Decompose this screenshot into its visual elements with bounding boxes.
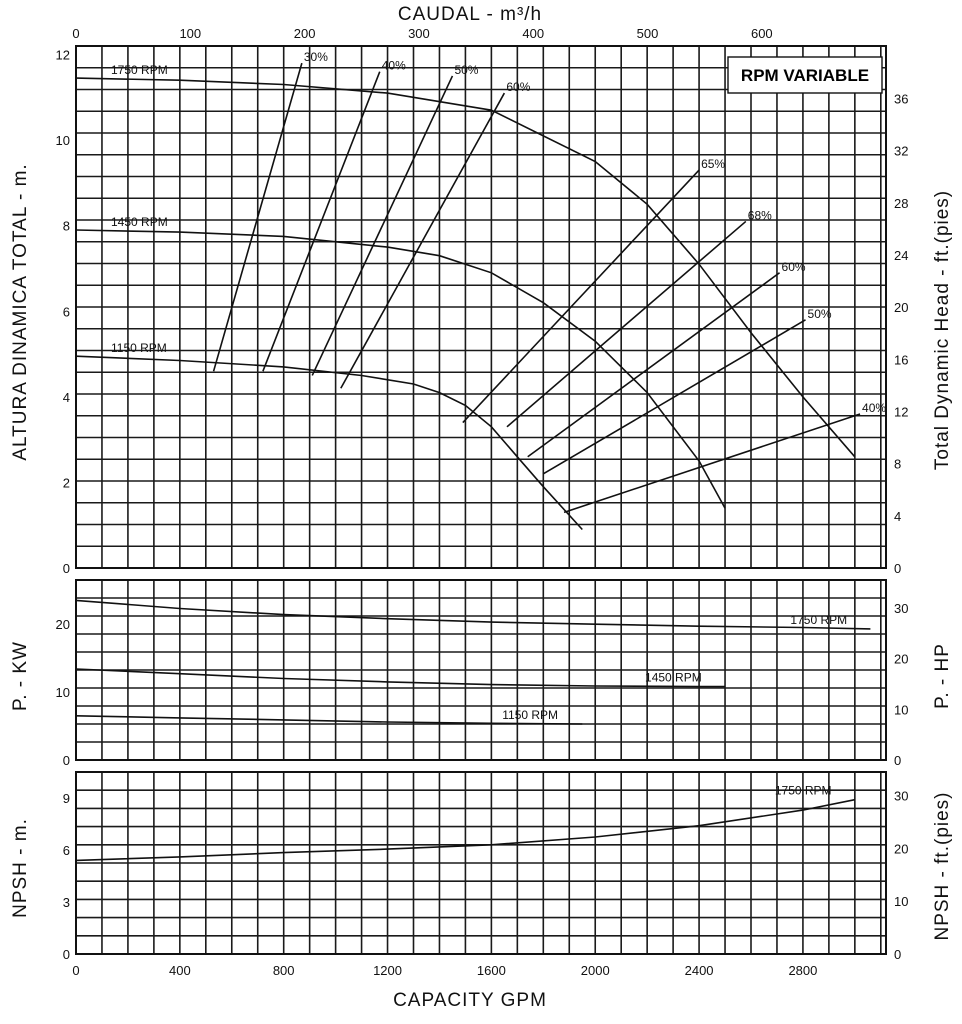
efficiency-label: 60% <box>781 259 806 274</box>
left-tick-label: 6 <box>62 843 70 858</box>
left-tick-label: 0 <box>62 753 70 768</box>
power-right-axis-title: P. - HP <box>932 643 953 709</box>
left-tick-label: 0 <box>62 947 70 962</box>
right-tick-label: 16 <box>894 352 909 368</box>
top-tick-label: 200 <box>293 26 316 41</box>
right-tick-label: 28 <box>894 195 909 211</box>
right-tick-label: 32 <box>894 143 909 159</box>
efficiency-label: 50% <box>454 62 479 77</box>
efficiency-label: 68% <box>747 208 772 223</box>
right-tick-label: 30 <box>894 601 909 617</box>
efficiency-label: 30% <box>303 50 328 65</box>
series-label: 1750 RPM <box>790 612 848 627</box>
left-tick-label: 8 <box>62 218 70 234</box>
left-tick-label: 0 <box>62 561 70 576</box>
curve-head-1450-rpm <box>76 230 725 508</box>
bottom-tick-label: 2000 <box>580 963 610 978</box>
bottom-axis-title: CAPACITY GPM <box>393 990 547 1011</box>
bottom-tick-label: 2800 <box>788 963 818 978</box>
series-label: 1450 RPM <box>111 214 168 229</box>
right-tick-label: 10 <box>894 894 909 910</box>
right-tick-label: 10 <box>894 702 909 718</box>
efficiency-line-60pct <box>341 93 505 388</box>
efficiency-label: 50% <box>807 306 832 321</box>
series-label: 1150 RPM <box>502 708 559 722</box>
rpm-variable-label: RPM VARIABLE <box>740 66 870 85</box>
left-tick-label: 10 <box>55 133 70 149</box>
right-tick-label: 36 <box>894 91 909 107</box>
right-tick-label: 24 <box>894 248 909 264</box>
right-tick-label: 0 <box>894 561 902 576</box>
series-label: 1150 RPM <box>111 341 167 356</box>
left-tick-label: 2 <box>62 475 70 491</box>
curve-power-1450-rpm <box>76 669 725 687</box>
right-tick-label: 4 <box>894 508 902 524</box>
left-tick-label: 6 <box>62 304 70 320</box>
top-tick-label: 300 <box>408 26 430 41</box>
left-tick-label: 10 <box>55 685 70 701</box>
series-label: 1750 RPM <box>111 63 168 78</box>
efficiency-line-65pct <box>463 170 699 422</box>
bottom-tick-label: 0 <box>72 963 80 978</box>
top-tick-label: 600 <box>750 26 773 41</box>
efficiency-label: 40% <box>862 400 887 415</box>
left-tick-label: 3 <box>62 895 70 910</box>
top-tick-label: 0 <box>72 26 80 41</box>
npsh-left-axis-title: NPSH - m. <box>10 818 31 918</box>
series-label: 1450 RPM <box>645 670 702 685</box>
top-tick-label: 500 <box>636 26 659 41</box>
efficiency-line-40pct <box>564 414 860 512</box>
efficiency-label: 65% <box>701 157 726 172</box>
right-tick-label: 0 <box>894 947 902 962</box>
right-tick-label: 20 <box>894 651 909 667</box>
left-tick-label: 4 <box>62 389 70 405</box>
efficiency-line-50pct <box>543 320 805 474</box>
left-tick-label: 12 <box>55 47 70 63</box>
right-tick-label: 8 <box>894 456 902 472</box>
series-label: 1750 RPM <box>774 783 832 798</box>
efficiency-label: 40% <box>381 58 406 73</box>
bottom-tick-label: 800 <box>272 963 295 978</box>
bottom-tick-label: 2400 <box>684 963 714 978</box>
bottom-tick-label: 400 <box>168 963 191 978</box>
left-tick-label: 20 <box>55 617 70 633</box>
right-tick-label: 0 <box>894 753 902 768</box>
head-left-axis-title: ALTURA DINAMICA TOTAL - m. <box>10 163 31 461</box>
grid-layer <box>76 46 886 954</box>
power-left-axis-title: P. - KW <box>10 641 31 711</box>
left-tick-label: 9 <box>62 791 70 806</box>
right-tick-label: 12 <box>894 404 909 420</box>
top-tick-label: 100 <box>179 26 202 41</box>
right-tick-label: 20 <box>894 300 909 316</box>
npsh-right-axis-title: NPSH - ft.(pies) <box>932 791 953 941</box>
top-tick-label: 400 <box>522 26 545 41</box>
top-axis-title: CAUDAL - m³/h <box>397 4 543 25</box>
head-right-axis-title: Total Dynamic Head - ft.(pies) <box>932 189 953 471</box>
bottom-tick-label: 1600 <box>476 963 506 978</box>
bottom-tick-label: 1200 <box>373 963 402 978</box>
right-tick-label: 20 <box>894 841 909 857</box>
efficiency-label: 60% <box>506 80 531 95</box>
right-tick-label: 30 <box>894 788 909 804</box>
